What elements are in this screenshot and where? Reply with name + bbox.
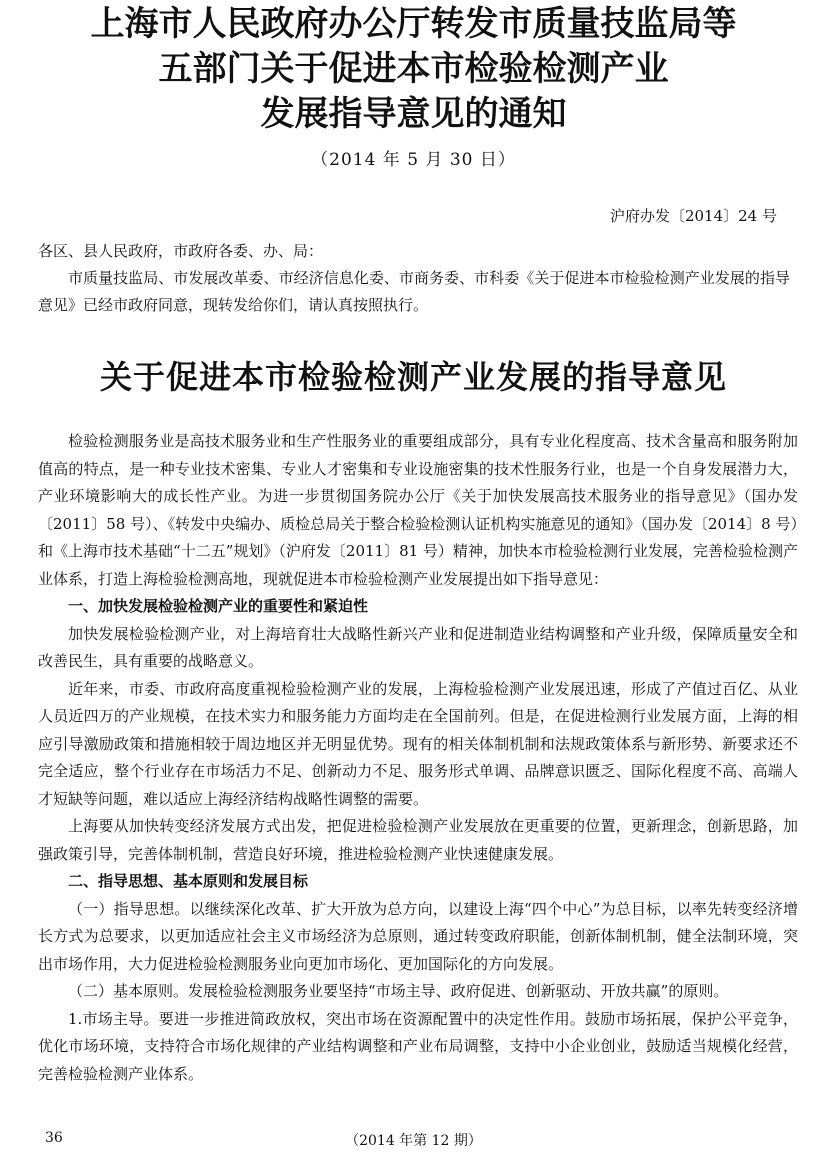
issue-date: （2014 年 5 月 30 日） — [311, 150, 516, 170]
opinion-content — [38, 428, 798, 1088]
section-1-paragraph-1: 加快发展检验检测产业，对上海培育壮大战略性新兴产业和促进制造业结构调整和产业升级，保障质量安全和改善民生，具有重要的战略意义。 — [38, 624, 798, 670]
section-2-paragraph-3: 1.市场主导。要进一步推进简政放权，突出市场在资源配置中的决定性作用。鼓励市场拓展，保护公平竞争，优化市场环境，支持符合市场化规律的产业结构调整和产业布局调整，支持中小企业创业，鼓励适当规模化经营，完善检验检测产业体系。 — [38, 1009, 798, 1083]
section-2-heading: 二、指导思想、基本原则和发展目标 — [68, 872, 309, 890]
journal-issue: （2014 年第 12 期） — [345, 1133, 482, 1149]
addressee: 各区、县人民政府，市政府各委、办、局： — [38, 242, 324, 260]
section-2-paragraph-2: （二）基本原则。发展检验检测服务业要坚持“市场主导、政府促进、创新驱动、开放共赢”的原则。 — [68, 982, 729, 1000]
section-2-paragraph-1: （一）指导思想。以继续深化改革、扩大开放为总方向，以建设上海“四个中心”为总目标，以率先转变经济增长方式为总要求，以更加适应社会主义市场经济为总原则，通过转变政府职能，创新体制机制，健全法制环境，突出市场作用，大力促进检验检测服务业向更加市场化、更加国际化的方向发展。 — [38, 899, 798, 973]
page-number: 36 — [45, 1130, 63, 1146]
intro-paragraph: 检验检测服务业是高技术服务业和生产性服务业的重要组成部分，具有专业化程度高、技术含量高和服务附加值高的特点，是一种专业技术密集、专业人才密集和专业设施密集的技术性服务行业，也是一个自身发展潜力大，产业环境影响大的成长性产业。为进一步贯彻国务院办公厅《关于加快发展高技术服务业的指导意见》（国办发〔2011〕58 号）、《转发中央编办、质检总局关于整合检验检测认证机构实施意见的通知》（国办发〔2014〕8 号）和《上海市技术基础“十二五”规划》（沪府发〔2011〕81 号）精神，加快本市检验检测行业发展，完善检验检测产业体系，打造上海检验检测高地，现就促进本市检验检测产业发展提出如下指导意见： — [38, 432, 798, 588]
main-title-line-3: 发展指导意见的通知 — [260, 94, 567, 134]
main-title-line-1: 上海市人民政府办公厅转发市质量技监局等 — [90, 4, 737, 44]
section-1-paragraph-2: 近年来，市委、市政府高度重视检验检测产业的发展，上海检验检测产业发展迅速，形成了产值过百亿、从业人员近四万的产业规模，在技术实力和服务能力方面均走在全国前列。但是，在促进检测行业发展方面，上海的相应引导激励政策和措施相较于周边地区并无明显优势。现有的相关体制机制和法规政策体系与新形势、新要求还不完全适应，整个行业存在市场活力不足、创新动力不足、服务形式单调、品牌意识匮乏、国际化程度不高、高端人才短缺等问题，难以适应上海经济结构战略性调整的需要。 — [38, 679, 798, 808]
main-title-line-2: 五部门关于促进本市检验检测产业 — [158, 49, 669, 89]
document-number: 沪府办发〔2014〕24 号 — [609, 207, 777, 225]
notice-body: 市质量技监局、市发展改革委、市经济信息化委、市商务委、市科委《关于促进本市检验检测产业发展的指导意见》已经市政府同意，现转发给你们，请认真按照执行。 — [38, 269, 790, 314]
section-1-paragraph-3: 上海要从加快转变经济发展方式出发，把促进检验检测产业发展放在更重要的位置，更新理念，创新思路，加强政策引导，完善体制机制，营造良好环境，推进检验检测产业快速健康发展。 — [38, 817, 798, 863]
main-title — [40, 2, 787, 137]
section-1-heading: 一、加快发展检验检测产业的重要性和紧迫性 — [68, 597, 369, 615]
opinion-title: 关于促进本市检验检测产业发展的指导意见 — [99, 358, 727, 396]
